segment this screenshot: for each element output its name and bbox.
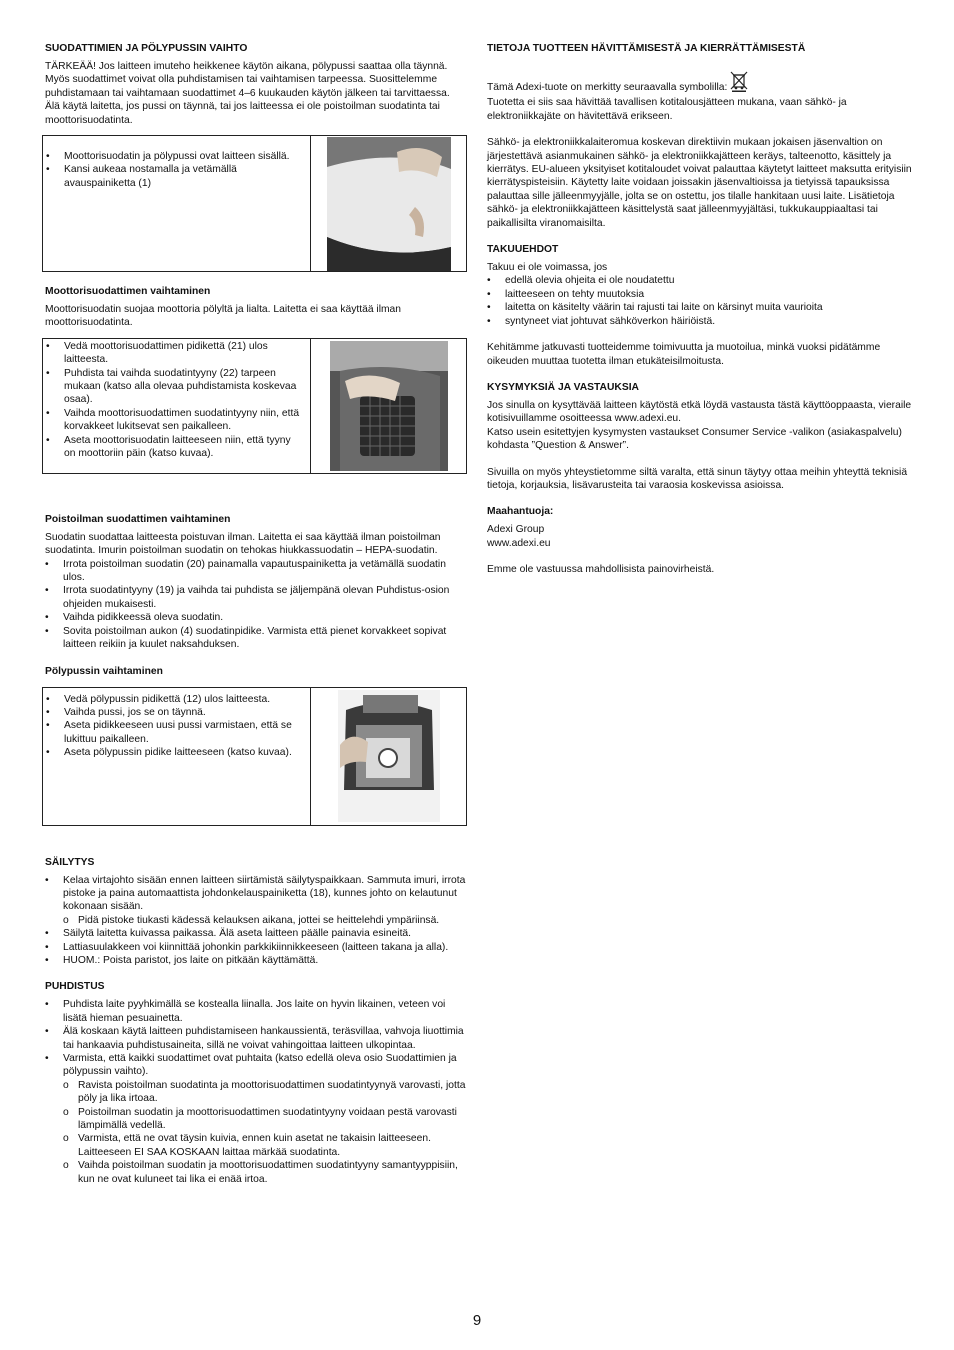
paragraph-disposal: Tuotetta ei siis saa hävittää tavallisen kotitalousjätteen mukana, vaan sähkö- ja elektroniikkajäte on hävitettävä erikseen. bbox=[487, 97, 847, 122]
list-item: • Aseta pidikkeeseen uusi pussi varmistaen, että se lukittuu paikalleen. bbox=[46, 719, 304, 746]
list-item: • Kansi aukeaa nostamalla ja vetämällä avauspainiketta (1) bbox=[46, 163, 304, 190]
sub-list-item: o Pidä pistoke tiukasti kädessä kelauksen aikana, jottei se heittelehdi ympäriinsä. bbox=[45, 914, 467, 927]
list-item: • Vedä pölypussin pidikettä (12) ulos laitteesta. bbox=[46, 693, 304, 706]
list-item: • edellä olevia ohjeita ei ole noudatettu bbox=[487, 274, 912, 287]
heading-filter-bag-change: SUODATTIMIEN JA PÖLYPUSSIN VAIHTO bbox=[45, 43, 248, 54]
instruction-box-open-lid bbox=[42, 135, 467, 272]
list-item: • laitetta on käsitelty väärin tai rajusti tai laite on kärsinyt muita vaurioita bbox=[487, 301, 912, 314]
list-cleaning bbox=[45, 998, 467, 1186]
heading-dust-bag: Pölypussin vaihtaminen bbox=[45, 665, 163, 677]
list-item: • HUOM.: Poista paristot, jos laite on pitkään käyttämättä. bbox=[45, 954, 467, 967]
list-warranty bbox=[487, 274, 912, 328]
instruction-box-dust-bag bbox=[42, 687, 467, 826]
paragraph-faq-1: Jos sinulla on kysyttävää laitteen käytöstä etkä löydä vastausta tästä käyttöoppaasta, vieraile kotisivuillamme osoitteessa www.adexi.eu. bbox=[487, 399, 912, 425]
list-dust-bag bbox=[46, 693, 304, 760]
paragraph-exhaust-filter: Suodatin suodattaa laitteesta poistuvan ilman. Laitetta ei saa käyttää ilman poistoilman suodatinta. Imurin poistoilman suodatin on tehokas hiukkassuodatin – HEPA-suodatin. bbox=[45, 531, 441, 557]
sub-list-item: o Poistoilman suodatin ja moottorisuodattimen suodatintyyny voidaan pestä varovasti lämpimällä vedellä. bbox=[45, 1106, 467, 1133]
list-item: • Vaihda pidikkeessä oleva suodatin. bbox=[45, 611, 467, 624]
list-open-lid bbox=[46, 150, 304, 190]
list-item: • Sovita poistoilman aukon (4) suodatinpidike. Varmista että pienet korvakkeet sopivat laitteen reikiin ja kuulet naksahduksen. bbox=[45, 625, 467, 652]
heading-cleaning: PUHDISTUS bbox=[45, 981, 105, 993]
list-item: • Lattiasuulakkeen voi kiinnittää johonkin parkkikiinnikkeeseen (laitteen takana ja alla). bbox=[45, 941, 467, 954]
warranty-intro: Takuu ei ole voimassa, jos bbox=[487, 262, 608, 274]
list-item: • Irrota suodatintyyny (19) ja vaihda tai puhdista se jäljempänä olevan Puhdistus-osion ohjeiden mukaisesti. bbox=[45, 584, 467, 611]
photo-motor-filter bbox=[311, 339, 466, 473]
importer-company: Adexi Group bbox=[487, 524, 545, 536]
heading-disposal: TIETOJA TUOTTEEN HÄVITTÄMISESTÄ JA KIERRÄTTÄMISESTÄ bbox=[487, 43, 806, 54]
sub-list-item: o Vaihda poistoilman suodatin ja moottorisuodattimen suodatintyyny samantyyppisiin, kun ne ovat kuluneet tai lika ei enää irtoa. bbox=[45, 1159, 467, 1186]
importer-website: www.adexi.eu bbox=[487, 537, 551, 549]
paragraph-motor-filter: Moottorisuodatin suojaa moottoria pölyltä ja lialta. Laitetta ei saa käyttää ilman moottorisuodatinta. bbox=[45, 304, 402, 329]
paragraph-improvements: Kehitämme jatkuvasti tuotteidemme toimivuutta ja muotoilua, minkä vuoksi pidätämme oikeuden muuttaa tuotetta ilman etukäteisilmoitusta. bbox=[487, 342, 881, 367]
heading-exhaust-filter: Poistoilman suodattimen vaihtaminen bbox=[45, 513, 231, 525]
heading-storage: SÄILYTYS bbox=[45, 856, 95, 868]
list-item: • Varmista, että kaikki suodattimet ovat puhtaita (katso edellä oleva osio Suodattimien ja pölypussin vaihto). o Ravista poistoilman suodatinta ja moottorisuodattimen suodatintyynyä varovasti, jotta pöly ja lika irtoaa. o Poistoilman suodatin ja moottorisuodattimen suodatintyyny voidaan pestä varovasti lämpimällä vedellä. o Varmista, että ne ovat täysin kuivia, ennen kuin asetat ne takaisin laitteeseen. Laitteeseen EI SAA KOSKAAN laittaa märkää suodatinta. o Vaihda poistoilman suodatin ja moottorisuodattimen suodatintyyny samantyyppisiin, kun ne ovat kuluneet tai lika ei enää irtoa. bbox=[45, 1052, 467, 1186]
list-item: • Moottorisuodatin ja pölypussi ovat laitteen sisällä. bbox=[46, 150, 304, 163]
list-item: • syntyneet viat johtuvat sähköverkon häiriöistä. bbox=[487, 315, 912, 328]
list-item: • Vaihda moottorisuodattimen suodatintyyny niin, että korvakkeet lukitsevat sen paikalleen. bbox=[46, 407, 304, 434]
heading-motor-filter: Moottorisuodattimen vaihtaminen bbox=[45, 286, 211, 298]
list-item: • Kelaa virtajohto sisään ennen laitteen siirtämistä säilytyspaikkaan. Sammuta imuri, irrota pistoke ja paina automaattista johdonkelauspainiketta (18), kunnes johto on kelautunut kokonaan sisään. o Pidä pistoke tiukasti kädessä kelauksen aikana, jottei se heittelehdi ympäriinsä. bbox=[45, 874, 467, 928]
list-motor-filter bbox=[46, 340, 304, 461]
list-item: • Aseta pölypussin pidike laitteeseen (katso kuvaa). bbox=[46, 746, 304, 759]
heading-importer: Maahantuoja: bbox=[487, 506, 554, 518]
left-column bbox=[45, 42, 467, 1186]
list-storage bbox=[45, 874, 467, 968]
list-item: • Irrota poistoilman suodatin (20) painamalla vapautuspainiketta ja vetämällä suodatin ulos. bbox=[45, 558, 467, 585]
list-item: • Älä koskaan käytä laitteen puhdistamiseen hankaussientä, teräsvillaa, vahvoja liuottimia tai hankaavia puhdistusaineita, sillä ne voivat vahingoittaa laitteen ulkopintaa. bbox=[45, 1025, 467, 1052]
heading-warranty: TAKUUEHDOT bbox=[487, 244, 559, 256]
instruction-box-motor-filter bbox=[42, 338, 467, 474]
list-item: • Aseta moottorisuodatin laitteeseen niin, että tyyny on moottoriin päin (katso kuvaa). bbox=[46, 434, 304, 461]
list-item: • laitteeseen on tehty muutoksia bbox=[487, 288, 912, 301]
sub-list-item: o Ravista poistoilman suodatinta ja moottorisuodattimen suodatintyynyä varovasti, jotta pöly ja lika irtoaa. bbox=[45, 1079, 467, 1106]
paragraph-faq-2: Sivuilla on myös yhteystietomme siltä varalta, että sinun täytyy ottaa meihin yhteyttä teknisiä tietoja, korjauksia, lisävarusteita tai varaosia koskevissa asioissa. bbox=[487, 466, 908, 491]
photo-motor-filter-image bbox=[330, 341, 448, 471]
paragraph-important: TÄRKEÄÄ! Jos laitteen imuteho heikkenee käytön aikana, pölypussi saattaa olla täynnä. Myös suodattimet voivat olla puhdistamisen tai vaihtamisen tarpeessa. Suosittelemme puhdistamaan tai vaihtamaan suodattimet 4–6 kuukauden käytön jälkeen tai tarvittaessa. Älä käytä laitetta, jos pussi on täynnä, tai jos laitteessa ei ole poistoilman suodatinta tai moottorisuodatinta. bbox=[45, 61, 450, 126]
paragraph-disclaimer: Emme ole vastuussa mahdollisista painovirheistä. bbox=[487, 564, 715, 576]
list-exhaust-filter bbox=[45, 558, 467, 652]
list-item: • Vaihda pussi, jos se on täynnä. bbox=[46, 706, 304, 719]
photo-dust-bag-image bbox=[338, 690, 440, 822]
heading-faq: KYSYMYKSIÄ JA VASTAUKSIA bbox=[487, 381, 639, 393]
crossed-out-wheelie-bin-icon bbox=[730, 70, 748, 96]
sub-list-item: o Varmista, että ne ovat täysin kuivia, ennen kuin asetat ne takaisin laitteeseen. Laitteeseen EI SAA KOSKAAN laittaa märkää suodatinta. bbox=[45, 1132, 467, 1159]
paragraph-weee-directive: Sähkö- ja elektroniikkalaiteromua koskevan direktiivin mukaan jokaisen jäsenvaltion on järjestettävä asianmukainen sähkö- ja elektroniikkajätteen keräys, talteenotto, käsittely ja kierrätys. EU-alueen yksityiset kotitaloudet voivat palauttaa käytetyt laitteet maksutta erityisiin kierrätyspisteisiin. Käytetty laite voidaan joissakin jäsenvaltioissa ja tietyissä tapauksissa palauttaa sille jälleenmyyjälle, jolta se on ostettu, jos tilalle hankitaan uusi laite. Lisätietoja sähkö- ja elektroniikkajätteen käsittelystä saat jälleenmyyjältäsi, tukkukauppiaaltasi tai paikallisilta viranomaisilta. bbox=[487, 137, 912, 229]
photo-dust-bag bbox=[311, 688, 466, 825]
list-item: • Puhdista tai vaihda suodatintyyny (22) tarpeen mukaan (katso alla olevaa puhdistamista koskevaa osaa). bbox=[46, 367, 304, 407]
paragraph-symbol: Tämä Adexi-tuote on merkitty seuraavalla symbolilla: bbox=[487, 70, 912, 96]
list-item: • Puhdista laite pyyhkimällä se kostealla liinalla. Jos laite on hyvin likainen, veteen voi lisätä hieman pesuainetta. bbox=[45, 998, 467, 1025]
paragraph-faq-1b: Katso usein esitettyjen kysymysten vastaukset Consumer Service -valikon (asiakaspalvelu) kohdasta ”Question & Answer”. bbox=[487, 426, 902, 452]
list-item: • Vedä moottorisuodattimen pidikettä (21) ulos laitteesta. bbox=[46, 340, 304, 367]
right-column bbox=[487, 42, 912, 577]
page-number: 9 bbox=[472, 1312, 482, 1329]
photo-open-lid bbox=[311, 136, 466, 271]
list-item: • Säilytä laitetta kuivassa paikassa. Älä aseta laitteen päälle painavia esineitä. bbox=[45, 927, 467, 940]
photo-lid-image bbox=[327, 137, 451, 271]
